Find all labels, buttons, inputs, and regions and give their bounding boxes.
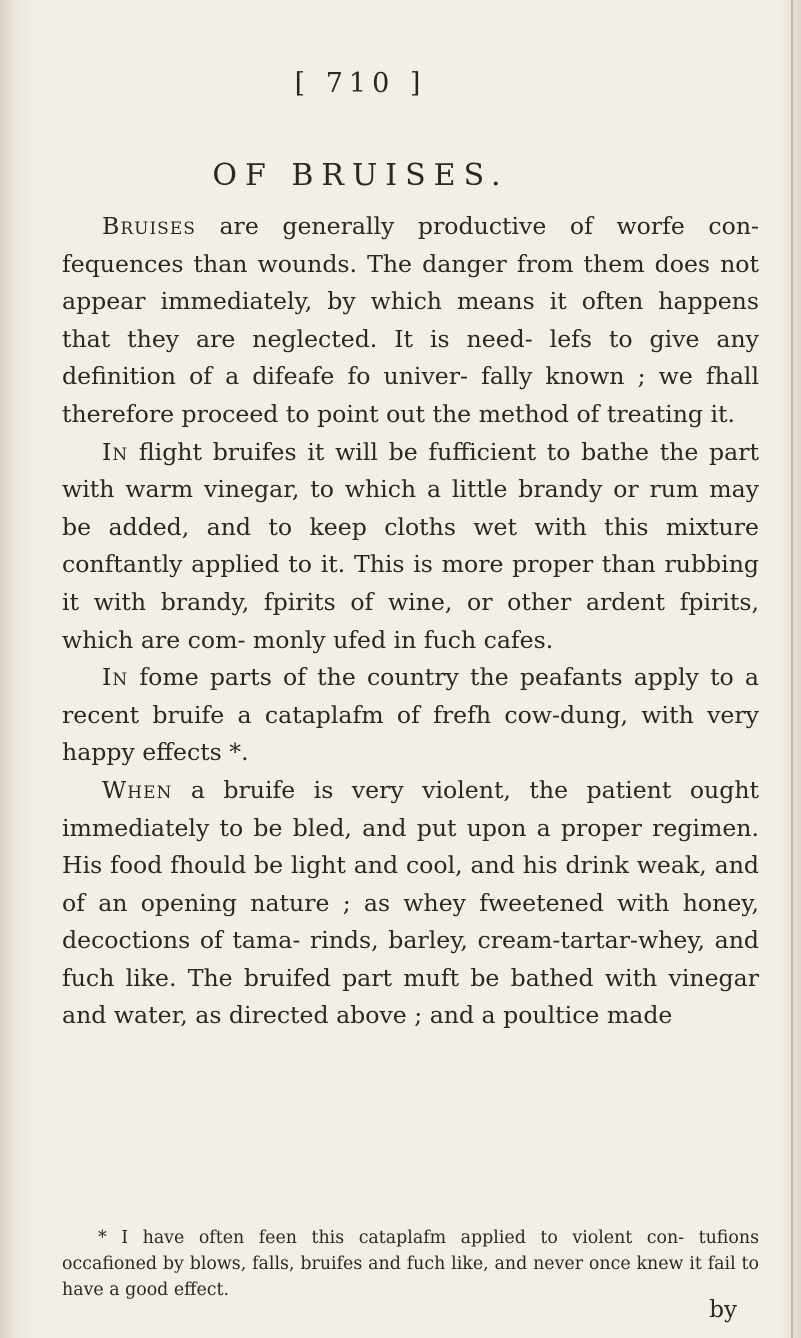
paragraph-lead: In	[102, 663, 129, 692]
paragraph	[62, 434, 759, 660]
catchword: by	[709, 1297, 737, 1323]
paragraph-lead: When	[102, 775, 173, 804]
paragraph-text: a bruife is very violent, the patient ought immediately to be bled, and put upon a proper regimen. His food fhould be light and cool, and his drink weak, and of an opening nature ; as whey fweetened with honey, decoctions of tama- rinds, barley, cream-tartar-whey, and fuch like. The bruifed part muft be bathed with vinegar and water, as directed above ; and a poultice made	[62, 775, 759, 1030]
paragraph	[62, 208, 759, 434]
page-number: [ 710 ]	[294, 68, 427, 99]
paragraph-text: flight bruifes it will be fufficient to bathe the part with warm vinegar, to which a little brandy or rum may be added, and to keep cloths wet with this mixture conftantly applied to it. This is more proper than rubbing it with brandy, fpirits of wine, or other ardent fpirits, which are com- monly ufed in fuch cafes.	[62, 437, 759, 654]
footnote-text: * I have often feen this cataplafm applied to violent con- tufions occafioned by blows, falls, bruifes and fuch like, and never once knew it fail to have a good effect.	[62, 1228, 759, 1300]
page-edge	[791, 0, 793, 1338]
chapter-heading: OF BRUISES.	[212, 158, 509, 193]
paragraph	[62, 772, 759, 1035]
paragraph-text: are generally productive of worfe con- fequences than wounds. The danger from them does not appear immediately, by which means it often happens that they are neglected. It is need- lefs to give any definition of a difeafe fo univer- fally known ; we fhall therefore proceed to point out the method of treating it.	[62, 212, 759, 428]
footnote	[62, 1225, 759, 1303]
paragraph-lead: In	[102, 437, 129, 466]
paragraph-text: fome parts of the country the peafants apply to a recent bruife a cataplafm of frefh cow-dung, with very happy effects *.	[62, 663, 759, 767]
paragraph	[62, 659, 759, 772]
body-text	[62, 208, 759, 1035]
paragraph-lead: Bruises	[102, 212, 196, 240]
